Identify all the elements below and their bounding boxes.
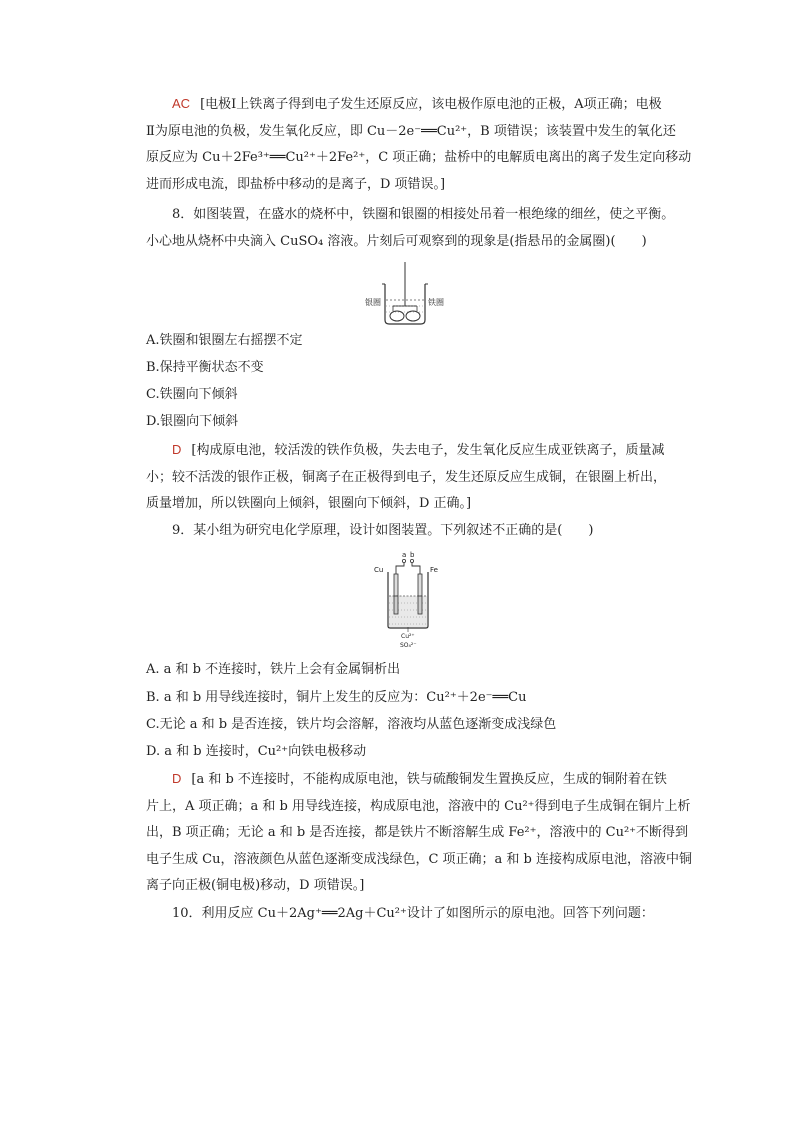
terminal-b <box>410 559 413 562</box>
q9-option-c: C.无论 a 和 b 是否连接，铁片均会溶解，溶液均从蓝色逐渐变成浅绿色 <box>146 717 557 732</box>
q8-beaker-figure <box>365 262 445 326</box>
q10-stem <box>146 901 666 928</box>
silver-ring <box>390 311 404 321</box>
q8-explanation-line: 质量增加，所以铁圈向上倾斜，银圈向下倾斜，D 正确。] <box>146 496 472 511</box>
q8-stem <box>146 202 675 255</box>
q8-answer: D <box>172 442 182 457</box>
q8-option-c: C.铁圈向下倾斜 <box>146 387 238 402</box>
iron-ring <box>406 311 420 321</box>
q8-stem-line: 8．如图装置，在盛水的烧杯中，铁圈和银圈的相接处吊着一根绝缘的细丝，使之平衡。 <box>172 207 675 222</box>
q8-option-d: D.银圈向下倾斜 <box>146 414 239 429</box>
label-iron-ring: 铁圈 <box>428 298 444 307</box>
label-b: b <box>410 551 415 559</box>
wire-a <box>396 563 404 574</box>
label-silver-ring: 银圈 <box>365 298 381 307</box>
q8-option-b: B.保持平衡状态不变 <box>146 360 264 375</box>
q9-option-d: D. a 和 b 连接时，Cu²⁺向铁电极移动 <box>146 744 367 759</box>
q9-explanation-line: D [a 和 b 不连接时，不能构成原电池，铁与硫酸铜发生置换反应，生成的铜附着在铁 <box>172 771 667 787</box>
q7-explanation-line: 原反应为 Cu＋2Fe³⁺══Cu²⁺＋2Fe²⁺，C 项正确；盐桥中的电解质电离出的离子发生定向移动 <box>146 150 692 165</box>
q9-explanation-line: 出，B 项正确；无论 a 和 b 是否连接，都是铁片不断溶解生成 Fe²⁺，溶液中的 Cu²⁺不断得到 <box>146 825 689 840</box>
q7-explanation <box>146 91 692 198</box>
wire-b <box>412 563 420 574</box>
label-fe: Fe <box>430 566 438 574</box>
q8-explanation-line: D [构成原电池，较活泼的铁作负极，失去电子，发生氧化反应生成亚铁离子，质量减 <box>172 442 665 458</box>
q8-explanation <box>146 437 666 518</box>
label-cu-ion: Cu²⁺ <box>401 633 415 640</box>
q7-answer: AC <box>172 96 191 111</box>
q8-explanation-line: 小；较不活泼的银作正极，铜离子在正极得到电子，发生还原反应生成铜，在银圈上析出， <box>146 469 667 485</box>
q8-stem-line: 小心地从烧杯中央滴入 CuSO₄ 溶液。片刻后可观察到的现象是(指悬吊的金属圈)( ) <box>146 233 647 249</box>
q7-explanation-line: AC [电极Ⅰ上铁离子得到电子发生还原反应，该电极作原电池的正极，A项正确；电极 <box>172 96 662 112</box>
q7-explanation-line: Ⅱ为原电池的负极，发生氧化反应，即 Cu－2e⁻══Cu²⁺，B 项错误；该装置中发生的氧化还 <box>146 123 676 139</box>
label-cu: Cu <box>374 566 384 574</box>
q10-stem-line: 10．利用反应 Cu＋2Ag⁺══2Ag＋Cu²⁺设计了如图所示的原电池。回答下列问题： <box>172 906 654 921</box>
q9-explanation-line: 片上，A 项正确；a 和 b 用导线连接，构成原电池，溶液中的 Cu²⁺得到电子生成铜在铜片上析 <box>146 798 691 814</box>
q9-option-b: B. a 和 b 用导线连接时，铜片上发生的反应为：Cu²⁺＋2e⁻══Cu <box>146 690 527 705</box>
q9-explanation-line: 离子向正极(铜电极)移动，D 项错误。] <box>146 878 365 893</box>
q9-option-a: A. a 和 b 不连接时，铁片上会有金属铜析出 <box>146 662 401 677</box>
q9-explanation <box>146 766 693 900</box>
q7-explanation-line: 进而形成电流，即盐桥中移动的是离子，D 项错误。] <box>146 176 446 192</box>
q9-answer: D <box>172 771 182 786</box>
label-sulfate-ion: SO₄²⁻ <box>400 642 417 649</box>
q9-explanation-line: 电子生成 Cu，溶液颜色从蓝色逐渐变成浅绿色，C 项正确；a 和 b 连接构成原电池，溶液中铜 <box>146 851 693 867</box>
q9-cell-figure <box>374 548 444 650</box>
q8-option-a: A.铁圈和银圈左右摇摆不定 <box>146 333 303 348</box>
q9-stem-line: 9．某小组为研究电化学原理，设计如图装置。下列叙述不正确的是( ) <box>172 523 594 538</box>
q9-stem <box>146 518 666 545</box>
label-a: a <box>402 551 407 559</box>
terminal-a <box>402 559 405 562</box>
